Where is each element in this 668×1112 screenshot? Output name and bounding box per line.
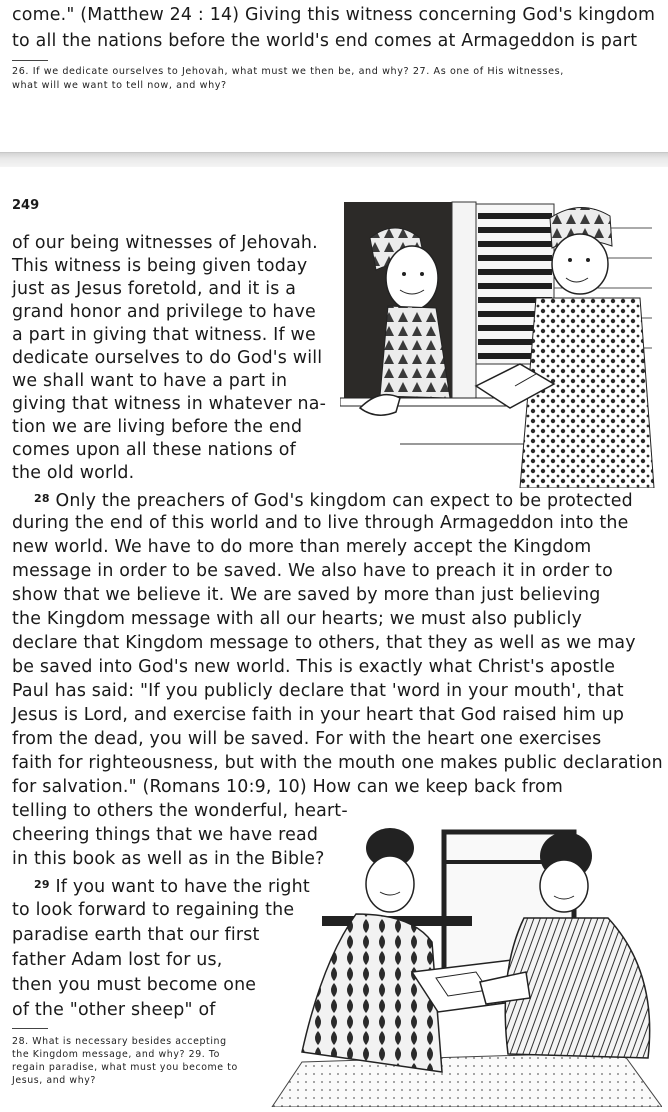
body-text-line: cheering things that we have read [12,825,319,845]
illustration-kneeling-bible-study [262,822,662,1107]
body-text-line: to look forward to regaining the [12,900,295,920]
body-text-line: from the dead, you will be saved. For with the heart one exercises [12,729,602,749]
study-question: 28. What is necessary besides accepting [12,1036,227,1047]
body-text-line: faith for righteousness, but with the mouth one makes public declaration [12,753,663,773]
body-text-line: paradise earth that our first [12,925,260,945]
body-text-line: of the "other sheep" of [12,1000,216,1020]
body-text-line: Jesus is Lord, and exercise faith in your heart that God raised him up [12,705,625,725]
body-text-line: of our being witnesses of Jehovah. [12,233,318,253]
body-text-line: dedicate ourselves to do God's will [12,348,323,368]
body-text-line: comes upon all these nations of [12,440,296,460]
body-text-line: in this book as well as in the Bible? [12,849,325,869]
footnote-rule [12,60,48,61]
body-text-line: come." (Matthew 24 : 14) Giving this witness concerning God's kingdom [12,5,656,25]
body-text-line: for salvation." (Romans 10:9, 10) How can we keep back from [12,777,564,797]
page-number: 249 [12,198,40,213]
study-question: what will we want to tell now, and why? [12,80,227,91]
body-text-line: to all the nations before the world's end comes at Armageddon is part [12,31,638,51]
body-text-line: This witness is being given today [12,256,308,276]
body-text-line: Paul has said: "If you publicly declare that 'word in your mouth', that [12,681,624,701]
body-text-line: If you want to have the right [55,877,310,897]
footnote-rule [12,1028,48,1029]
study-question: 26. If we dedicate ourselves to Jehovah, what must we then be, and why? 27. As one of His witnesses, [12,66,564,77]
body-text-line: a part in giving that witness. If we [12,325,316,345]
body-text-line: just as Jesus foretold, and it is a [12,279,297,299]
body-text-line: declare that Kingdom message to others, that they as well as we may [12,633,636,653]
paragraph-number: 28 [34,492,50,505]
study-question: the Kingdom message, and why? 29. To [12,1049,220,1060]
body-text-line: telling to others the wonderful, heart- [12,801,348,821]
body-text-line: new world. We have to do more than merely accept the Kingdom [12,537,592,557]
body-text-line: the Kingdom message with all our hearts; we must also publicly [12,609,582,629]
body-text-line: we shall want to have a part in [12,371,288,391]
body-text-line: grand honor and privilege to have [12,302,316,322]
page-separator [0,152,668,167]
body-text-line: message in order to be saved. We also have to preach it in order to [12,561,613,581]
study-question: regain paradise, what must you become to [12,1062,238,1073]
illustration-window-witnessing [340,198,656,488]
body-text-line: then you must become one [12,975,257,995]
body-text-line: be saved into God's new world. This is exactly what Christ's apostle [12,657,616,677]
body-text-line: during the end of this world and to live through Armageddon into the [12,513,629,533]
body-text-line: tion we are living before the end [12,417,303,437]
body-text-line: giving that witness in whatever na- [12,394,327,414]
body-text-line: the old world. [12,463,135,483]
body-text-line: show that we believe it. We are saved by more than just believing [12,585,601,605]
body-text-line: Only the preachers of God's kingdom can expect to be protected [55,491,633,511]
study-question: Jesus, and why? [12,1075,96,1086]
body-text-line: father Adam lost for us, [12,950,223,970]
paragraph-number: 29 [34,878,50,891]
